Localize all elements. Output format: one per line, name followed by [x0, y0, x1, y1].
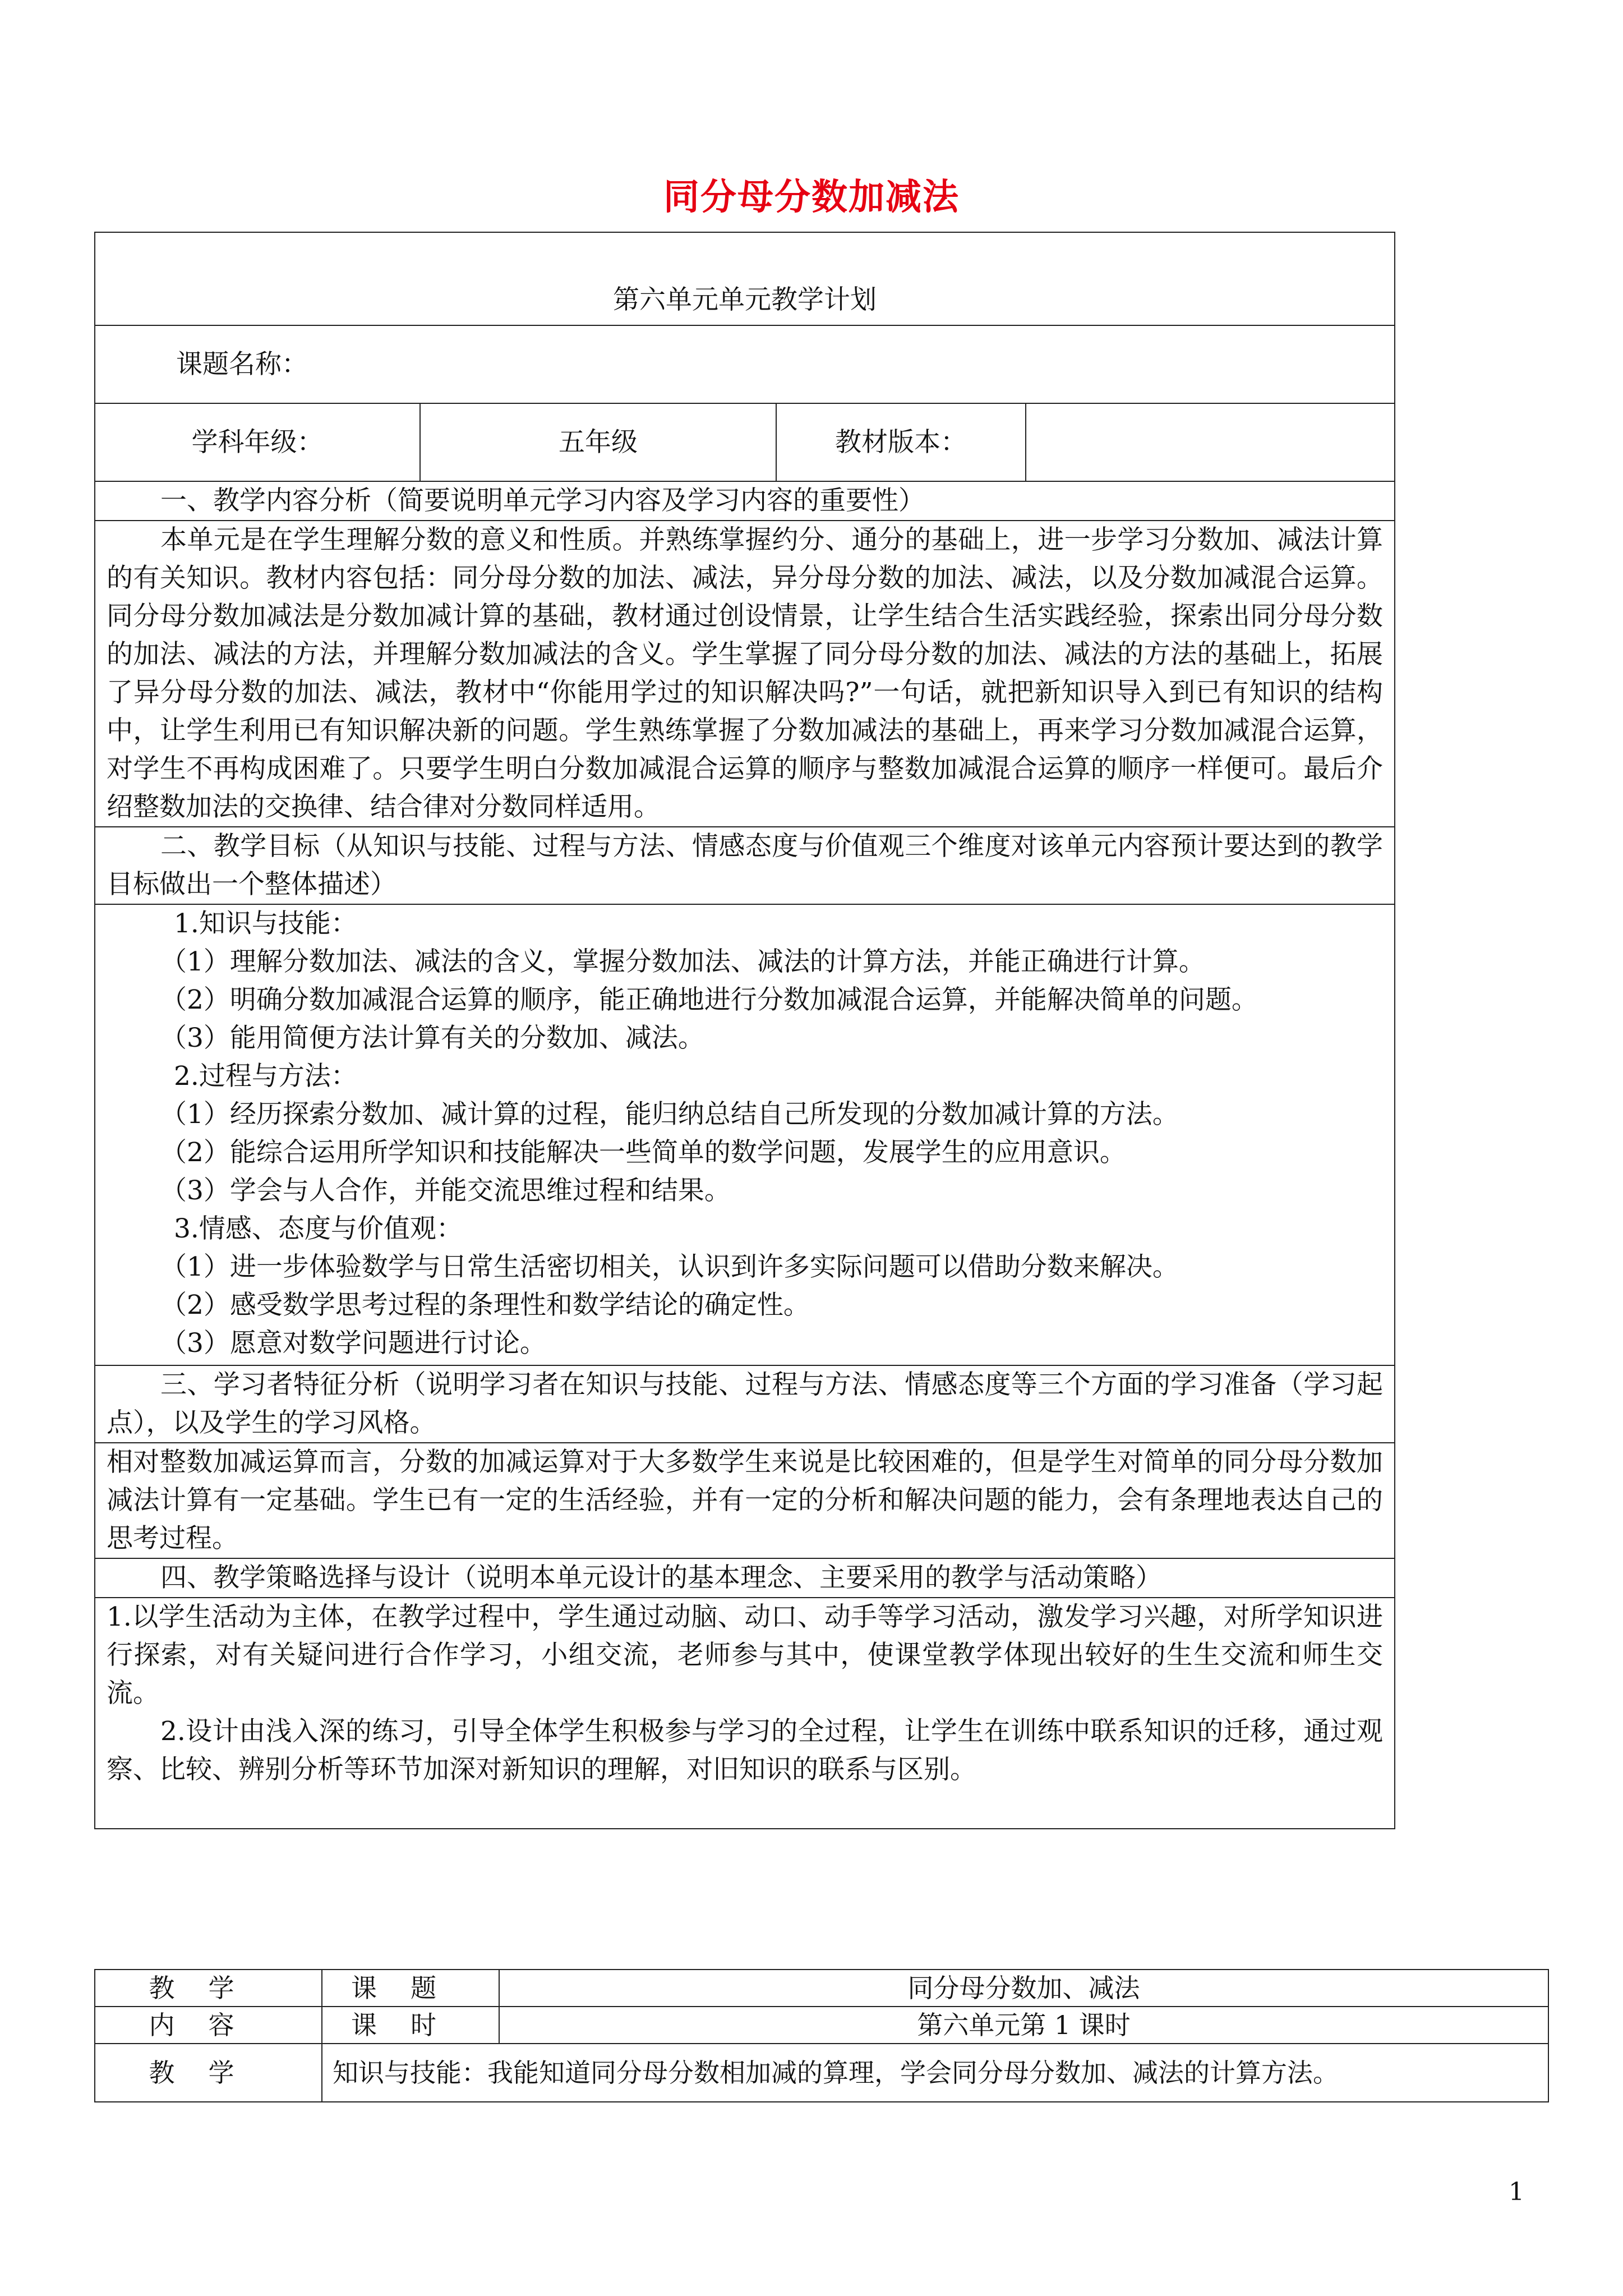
lesson-table [94, 1969, 1549, 2102]
lesson-topic-label: 课题 [322, 1970, 499, 2007]
lesson-goal-value: 知识与技能：我能知道同分母分数相加减的算理，学会同分母分数加、减法的计算方法。 [322, 2044, 1548, 2102]
grade-row [95, 403, 1395, 481]
lesson-topic-row [95, 1970, 1548, 2007]
goal-item: （3）能用简便方法计算有关的分数加、减法。 [160, 1023, 704, 1053]
section-1-body-row [95, 521, 1395, 827]
section-2-heading-row [95, 827, 1395, 904]
section-4-body [95, 1598, 1395, 1829]
document-title: 同分母分数加减法 [663, 177, 960, 218]
section-1-heading: 一、教学内容分析（简要说明单元学习内容及学习内容的重要性） [95, 481, 1395, 521]
grade-value: 五年级 [420, 403, 776, 481]
plan-header: 第六单元单元教学计划 [95, 232, 1395, 325]
topic-label: 课题名称： [95, 325, 1395, 403]
section-3-heading-row [95, 1365, 1395, 1443]
lesson-period-value: 第六单元第 1 课时 [499, 2007, 1548, 2044]
lesson-goal-label: 教学 [95, 2044, 322, 2102]
section-2-heading: 二、教学目标（从知识与技能、过程与方法、情感态度与价值观三个维度对该单元内容预计要达到的教学目标做出一个整体描述） [95, 827, 1395, 904]
unit-plan-table [94, 232, 1395, 1829]
section-2-body-row [95, 904, 1395, 1365]
goal-category: 2.过程与方法： [174, 1061, 357, 1092]
edition-label: 教材版本： [776, 403, 1026, 481]
goal-category: 3.情感、态度与价值观： [174, 1213, 463, 1244]
lesson-period-row [95, 2007, 1548, 2044]
goal-item: （3）学会与人合作，并能交流思维过程和结果。 [160, 1175, 731, 1206]
goal-item: （2）明确分数加减混合运算的顺序，能正确地进行分数加减混合运算，并能解决简单的问题。 [160, 984, 1258, 1015]
section-3-body: 相对整数加减运算而言，分数的加减运算对于大多数学生来说是比较困难的，但是学生对简单的同分母分数加减法计算有一定基础。学生已有一定的生活经验，并有一定的分析和解决问题的能力，会有条理地表达自己的思考过程。 [95, 1443, 1395, 1558]
goal-category: 1.知识与技能： [174, 908, 357, 939]
strategy-paragraph-2: 2.设计由浅入深的练习，引导全体学生积极参与学习的全过程，让学生在训练中联系知识的迁移，通过观察、比较、辨别分析等环节加深对新知识的理解，对旧知识的联系与区别。 [107, 1716, 1383, 1785]
grade-label: 学科年级： [95, 403, 420, 481]
lesson-topic-value: 同分母分数加、减法 [499, 1970, 1548, 2007]
page-number: 1 [1509, 2178, 1524, 2206]
goal-item: （1）理解分数加法、减法的含义，掌握分数加法、减法的计算方法，并能正确进行计算。 [160, 946, 1205, 977]
goal-item: （2）感受数学思考过程的条理性和数学结论的确定性。 [160, 1290, 810, 1320]
goal-item: （1）进一步体验数学与日常生活密切相关，认识到许多实际问题可以借助分数来解决。 [160, 1251, 1179, 1282]
lesson-period-label: 课时 [322, 2007, 499, 2044]
section-4-heading-row [95, 1558, 1395, 1598]
section-3-body-row [95, 1443, 1395, 1558]
lesson-teach-label: 教学 [95, 1970, 322, 2007]
section-3-heading: 三、学习者特征分析（说明学习者在知识与技能、过程与方法、情感态度等三个方面的学习准备（学习起点），以及学生的学习风格。 [95, 1365, 1395, 1443]
section-4-heading: 四、教学策略选择与设计（说明本单元设计的基本理念、主要采用的教学与活动策略） [95, 1558, 1395, 1598]
edition-value [1026, 403, 1395, 481]
section-4-body-row [95, 1598, 1395, 1829]
goal-item: （1）经历探索分数加、减计算的过程，能归纳总结自己所发现的分数加减计算的方法。 [160, 1099, 1179, 1130]
goal-item: （2）能综合运用所学知识和技能解决一些简单的数学问题，发展学生的应用意识。 [160, 1137, 1126, 1168]
section-1-body: 本单元是在学生理解分数的意义和性质。并熟练掌握约分、通分的基础上，进一步学习分数加、减法计算的有关知识。教材内容包括：同分母分数的加法、减法，异分母分数的加法、减法，以及分数加减混合运算。同分母分数加减法是分数加减计算的基础，教材通过创设情景，让学生结合生活实践经验，探索出同分母分数的加法、减法的方法，并理解分数加减法的含义。学生掌握了同分母分数的加法、减法的方法的基础上，拓展了异分母分数的加法、减法，教材中“你能用学过的知识解决吗?”一句话，就把新知识导入到已有知识的结构中，让学生利用已有知识解决新的问题。学生熟练掌握了分数加减法的基础上，再来学习分数加减混合运算，对学生不再构成困难了。只要学生明白分数加减混合运算的顺序与整数加减混合运算的顺序一样便可。最后介绍整数加法的交换律、结合律对分数同样适用。 [95, 521, 1395, 827]
lesson-content-label: 内容 [95, 2007, 322, 2044]
section-1-heading-row [95, 481, 1395, 521]
plan-header-row [95, 232, 1395, 325]
topic-row [95, 325, 1395, 403]
goal-item: （3）愿意对数学问题进行讨论。 [160, 1328, 546, 1359]
section-2-body [95, 904, 1395, 1365]
lesson-goal-row [95, 2044, 1548, 2102]
strategy-paragraph-1: 1.以学生活动为主体，在教学过程中，学生通过动脑、动口、动手等学习活动，激发学习兴趣，对所学知识进行探索，对有关疑问进行合作学习，小组交流，老师参与其中，使课堂教学体现出较好的生生交流和师生交流。 [107, 1602, 1383, 1709]
